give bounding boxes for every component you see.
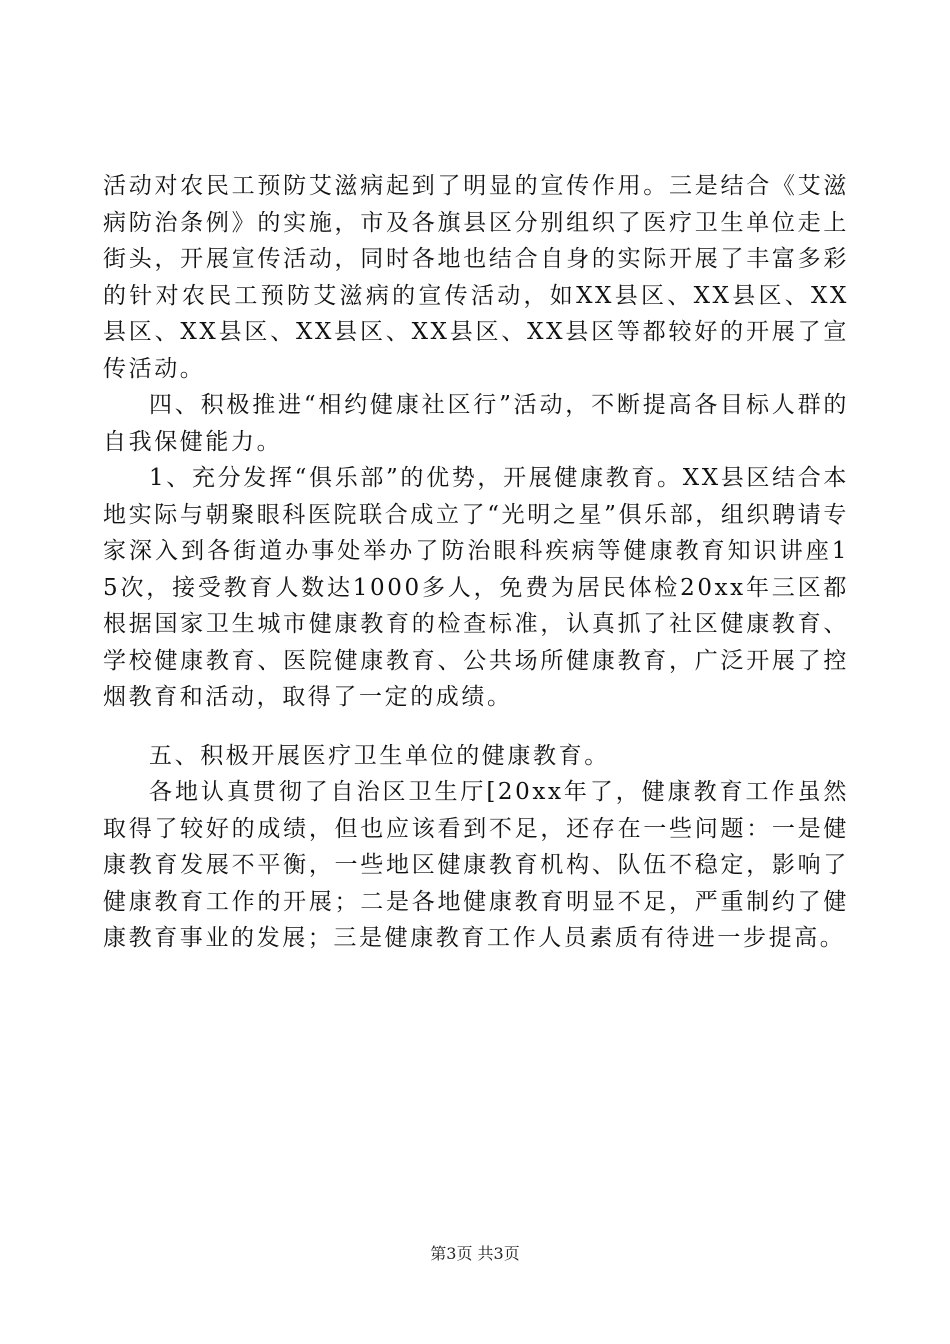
paragraph-problems-summary: 各地认真贯彻了自治区卫生厅[20xx年了，健康教育工作虽然取得了较好的成绩，但也应该看到不足，还存在一些问题：一是健康教育发展不平衡，一些地区健康教育机构、队伍不稳定，影响了健康教育工作的开展；二是各地健康教育明显不足，严重制约了健康教育事业的发展；三是健康教育工作人员素质有待进一步提高。	[103, 779, 849, 951]
section-heading-medical-units: 五、积极开展医疗卫生单位的健康教育。	[149, 742, 610, 769]
section-heading-community-health: 四、积极推进“相约健康社区行”活动，不断提高各目标人群的自我保健能力。	[103, 392, 849, 455]
page-number-footer: 第3页 共3页	[430, 1244, 520, 1263]
paragraph-club-education: 1、充分发挥“俱乐部”的优势，开展健康教育。XX县区结合本地实际与朝聚眼科医院联合成立了“光明之星”俱乐部，组织聘请专家深入到各街道办事处举办了防治眼科疾病等健康教育知识讲座15次，接受教育人数达1000多人，免费为居民体检20xx年三区都根据国家卫生城市健康教育的检查标准，认真抓了社区健康教育、学校健康教育、医院健康教育、公共场所健康教育，广泛开展了控烟教育和活动，取得了一定的成绩。	[103, 465, 849, 710]
document-body	[103, 168, 849, 957]
paragraph-hiv-campaign: 活动对农民工预防艾滋病起到了明显的宣传作用。三是结合《艾滋病防治条例》的实施，市及各旗县区分别组织了医疗卫生单位走上街头，开展宣传活动，同时各地也结合自身的实际开展了丰富多彩的针对农民工预防艾滋病的宣传活动，如XX县区、XX县区、XX县区、XX县区、XX县区、XX县区、XX县区等都较好的开展了宣传活动。	[103, 173, 849, 382]
